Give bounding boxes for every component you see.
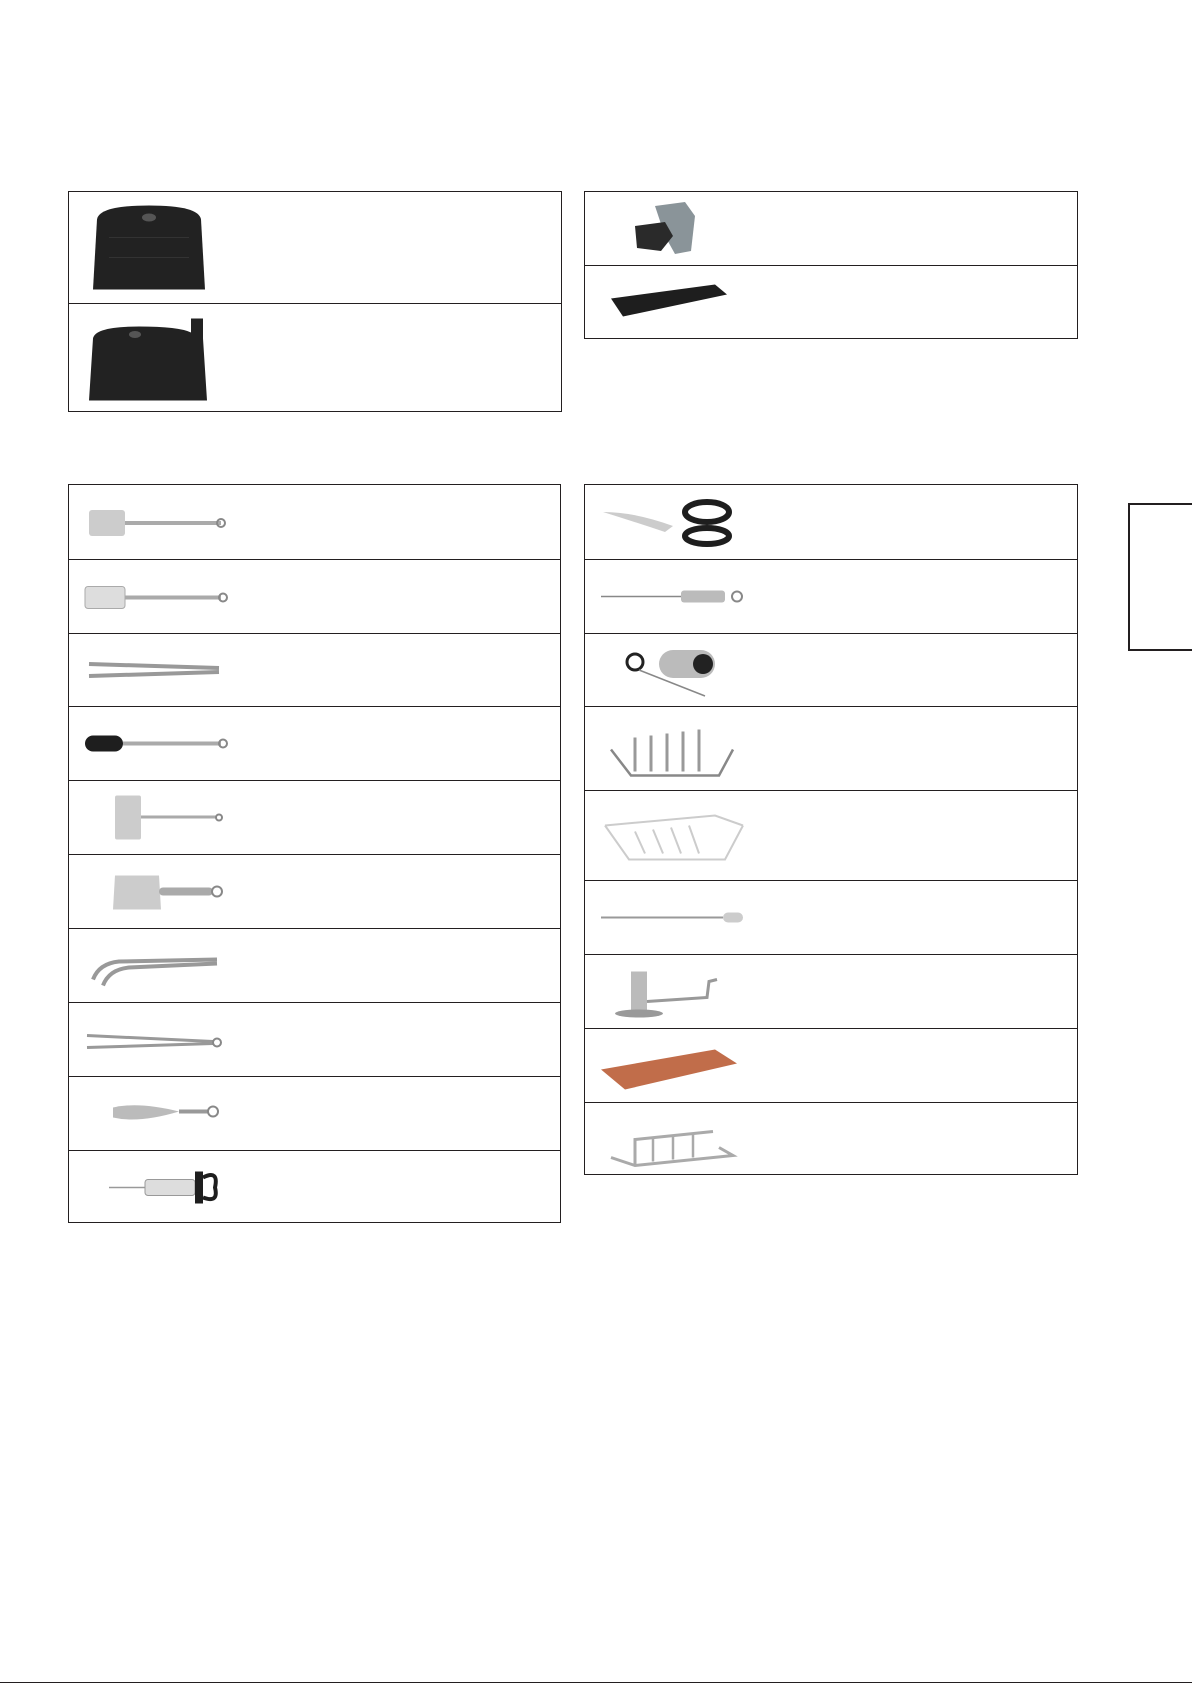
- list-item: [69, 1076, 560, 1150]
- fish-turner-icon: [79, 785, 229, 850]
- list-item: [585, 633, 1077, 706]
- list-item: [585, 790, 1077, 880]
- rib-rack-icon: [595, 711, 745, 786]
- accessories-table: [584, 191, 1078, 339]
- digital-thermometer-icon: [595, 638, 745, 702]
- roasting-rack-icon: [595, 795, 745, 876]
- tongs-icon: [79, 638, 229, 702]
- list-item: [69, 1150, 560, 1224]
- serving-tongs-icon: [79, 1081, 229, 1146]
- list-item: [69, 192, 561, 303]
- marinade-injector-icon: [79, 1155, 229, 1220]
- meat-thermometer-icon: [595, 564, 745, 629]
- list-item: [69, 303, 561, 413]
- list-item: [585, 1028, 1077, 1102]
- section-tab: [1128, 503, 1192, 651]
- footer-divider: [0, 1682, 1192, 1683]
- list-item: [69, 706, 560, 780]
- chicken-roaster-icon: [595, 959, 745, 1024]
- wing-rack-icon: [595, 1107, 745, 1172]
- basting-brush-icon: [79, 711, 229, 776]
- covers-table: [68, 191, 562, 412]
- list-item: [585, 265, 1077, 340]
- utensils-table: [68, 484, 561, 1223]
- poultry-shears-icon: [595, 489, 745, 555]
- grill-cover-icon: [79, 196, 219, 299]
- list-item: [69, 854, 560, 928]
- list-item: [585, 880, 1077, 954]
- cedar-plank-icon: [595, 1033, 745, 1098]
- list-item: [69, 633, 560, 706]
- list-item: [585, 485, 1077, 559]
- list-item: [585, 954, 1077, 1028]
- list-item: [69, 559, 560, 633]
- griddle-plate-icon: [595, 270, 735, 336]
- list-item: [585, 192, 1077, 265]
- list-item: [585, 706, 1077, 790]
- tools-table: [584, 484, 1078, 1175]
- list-item: [69, 1002, 560, 1076]
- list-item: [69, 485, 560, 559]
- list-item: [69, 928, 560, 1002]
- grill-turner-icon: [79, 564, 229, 629]
- list-item: [69, 780, 560, 854]
- list-item: [585, 559, 1077, 633]
- list-item: [585, 1102, 1077, 1176]
- angled-tongs-icon: [79, 933, 229, 998]
- skewer-icon: [595, 885, 745, 950]
- smoker-cover-icon: [79, 308, 219, 409]
- tweezer-tongs-icon: [79, 1007, 229, 1072]
- grill-gloves-icon: [595, 196, 735, 261]
- grill-scraper-icon: [79, 859, 229, 924]
- perforated-spatula-icon: [79, 489, 229, 555]
